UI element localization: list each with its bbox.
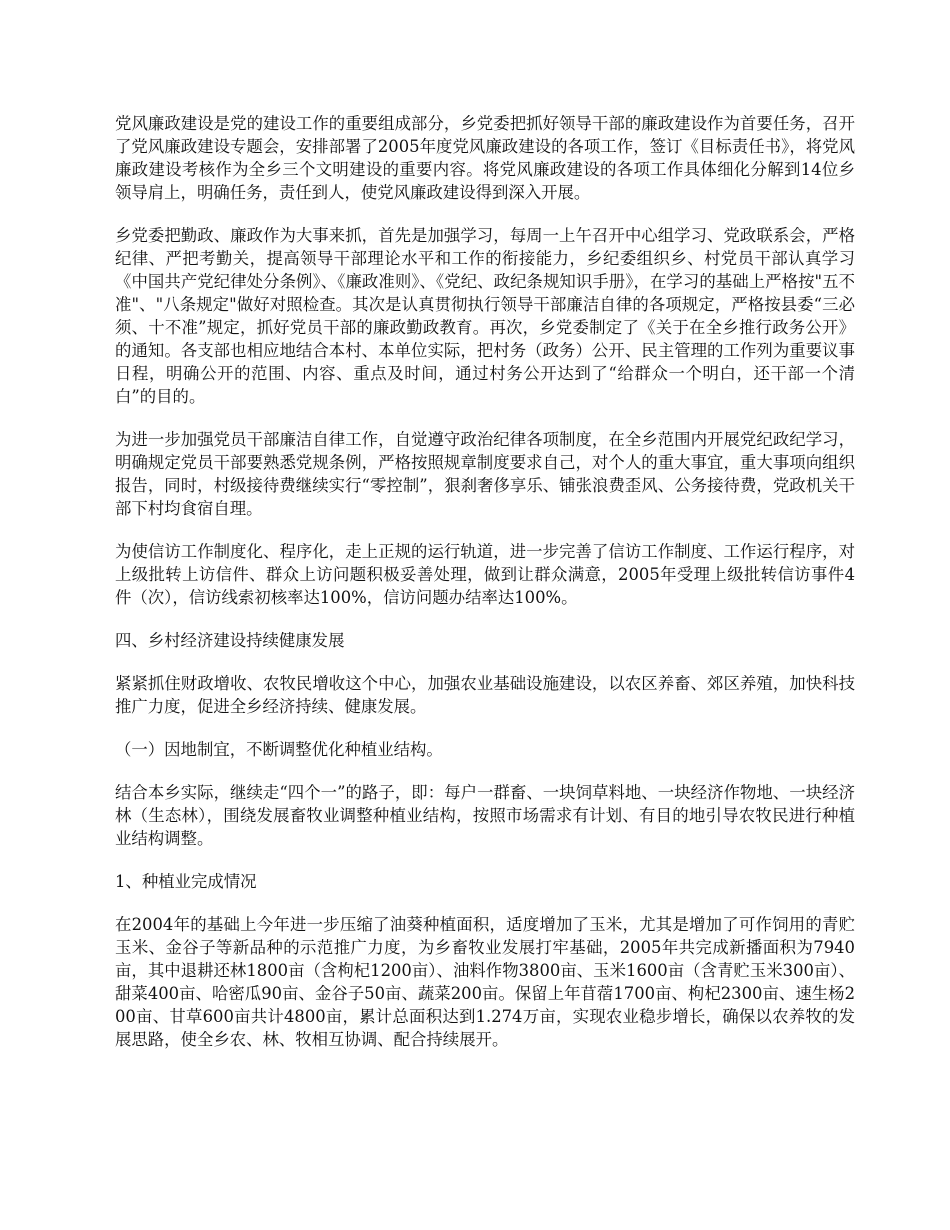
document-body [115,112,855,1071]
section-heading-economy: 四、乡村经济建设持续健康发展 [115,631,345,650]
paragraph-petition-work: 为使信访工作制度化、程序化，走上正规的运行轨道，进一步完善了信访工作制度、工作运行程序，对上级批转上访信件、群众上访问题积极妥善处理，做到让群众满意，2005年受理上级批转信访事件4件（次），信访线索初核率达100%，信访问题办结率达100%。 [115,542,855,607]
paragraph-economy-intro: 紧紧抓住财政增收、农牧民增收这个中心，加强农业基础设施建设，以农区养畜、郊区养殖，加快科技推广力度，促进全乡经济持续、健康发展。 [115,674,855,716]
paragraph-planting-stats: 在2004年的基础上今年进一步压缩了油葵种植面积，适度增加了玉米，尤其是增加了可作饲用的青贮玉米、金谷子等新品种的示范推广力度，为乡畜牧业发展打牢基础，2005年共完成新播面积为7940亩，其中退耕还林1800亩（含枸杞1200亩）、油料作物3800亩、玉米1600亩（含青贮玉米300亩）、甜菜400亩、哈密瓜90亩、金谷子50亩、蔬菜200亩。保留上年苜蓿1700亩、枸杞2300亩、速生杨200亩、甘草600亩共计4800亩，累计总面积达到1.274万亩，实现农业稳步增长，确保以农养牧的发展思路，使全乡农、林、牧相互协调、配合持续展开。 [115,915,855,1049]
paragraph-self-discipline: 为进一步加强党员干部廉洁自律工作，自觉遵守政治纪律各项制度，在全乡范围内开展党纪政纪学习，明确规定党员干部要熟悉党规条例，严格按照规章制度要求自己，对个人的重大事宜，重大事项向组织报告，同时，村级接待费继续实行“零控制”，狠刹奢侈享乐、铺张浪费歪风、公务接待费，党政机关干部下村均食宿自理。 [115,430,855,518]
paragraph-four-ones: 结合本乡实际，继续走“四个一”的路子，即：每户一群畜、一块饲草料地、一块经济作物地、一块经济林（生态林），围绕发展畜牧业调整种植业结构，按照市场需求有计划、有目的地引导农牧民进行种植业结构调整。 [115,783,855,848]
subsection-heading-planting-structure: （一）因地制宜，不断调整优化种植业结构。 [115,740,443,759]
paragraph-party-style: 党风廉政建设是党的建设工作的重要组成部分，乡党委把抓好领导干部的廉政建设作为首要任务，召开了党风廉政建设专题会，安排部署了2005年度党风廉政建设的各项工作，签订《目标责任书》，将党风廉政建设考核作为全乡三个文明建设的重要内容。将党风廉政建设的各项工作具体细化分解到14位乡领导肩上，明确任务，责任到人，使党风廉政建设得到深入开展。 [115,114,855,202]
paragraph-diligence-integrity: 乡党委把勤政、廉政作为大事来抓，首先是加强学习，每周一上午召开中心组学习、党政联系会，严格纪律、严把考勤关，提高领导干部理论水平和工作的衔接能力，乡纪委组织乡、村党员干部认真学习《中国共产党纪律处分条例》、《廉政准则》、《党纪、政纪条规知识手册》，在学习的基础上严格按"五不准"、"八条规定"做好对照检查。其次是认真贯彻执行领导干部廉洁自律的各项规定，严格按县委“三必须、十不准”规定，抓好党员干部的廉政勤政教育。再次，乡党委制定了《关于在全乡推行政务公开》的通知。各支部也相应地结合本村、本单位实际，把村务（政务）公开、民主管理的工作列为重要议事日程，明确公开的范围、内容、重点及时间，通过村务公开达到了“给群众一个明白，还干部一个清白”的目的。 [115,226,855,406]
item-heading-planting-completion: 1、种植业完成情况 [115,872,257,891]
